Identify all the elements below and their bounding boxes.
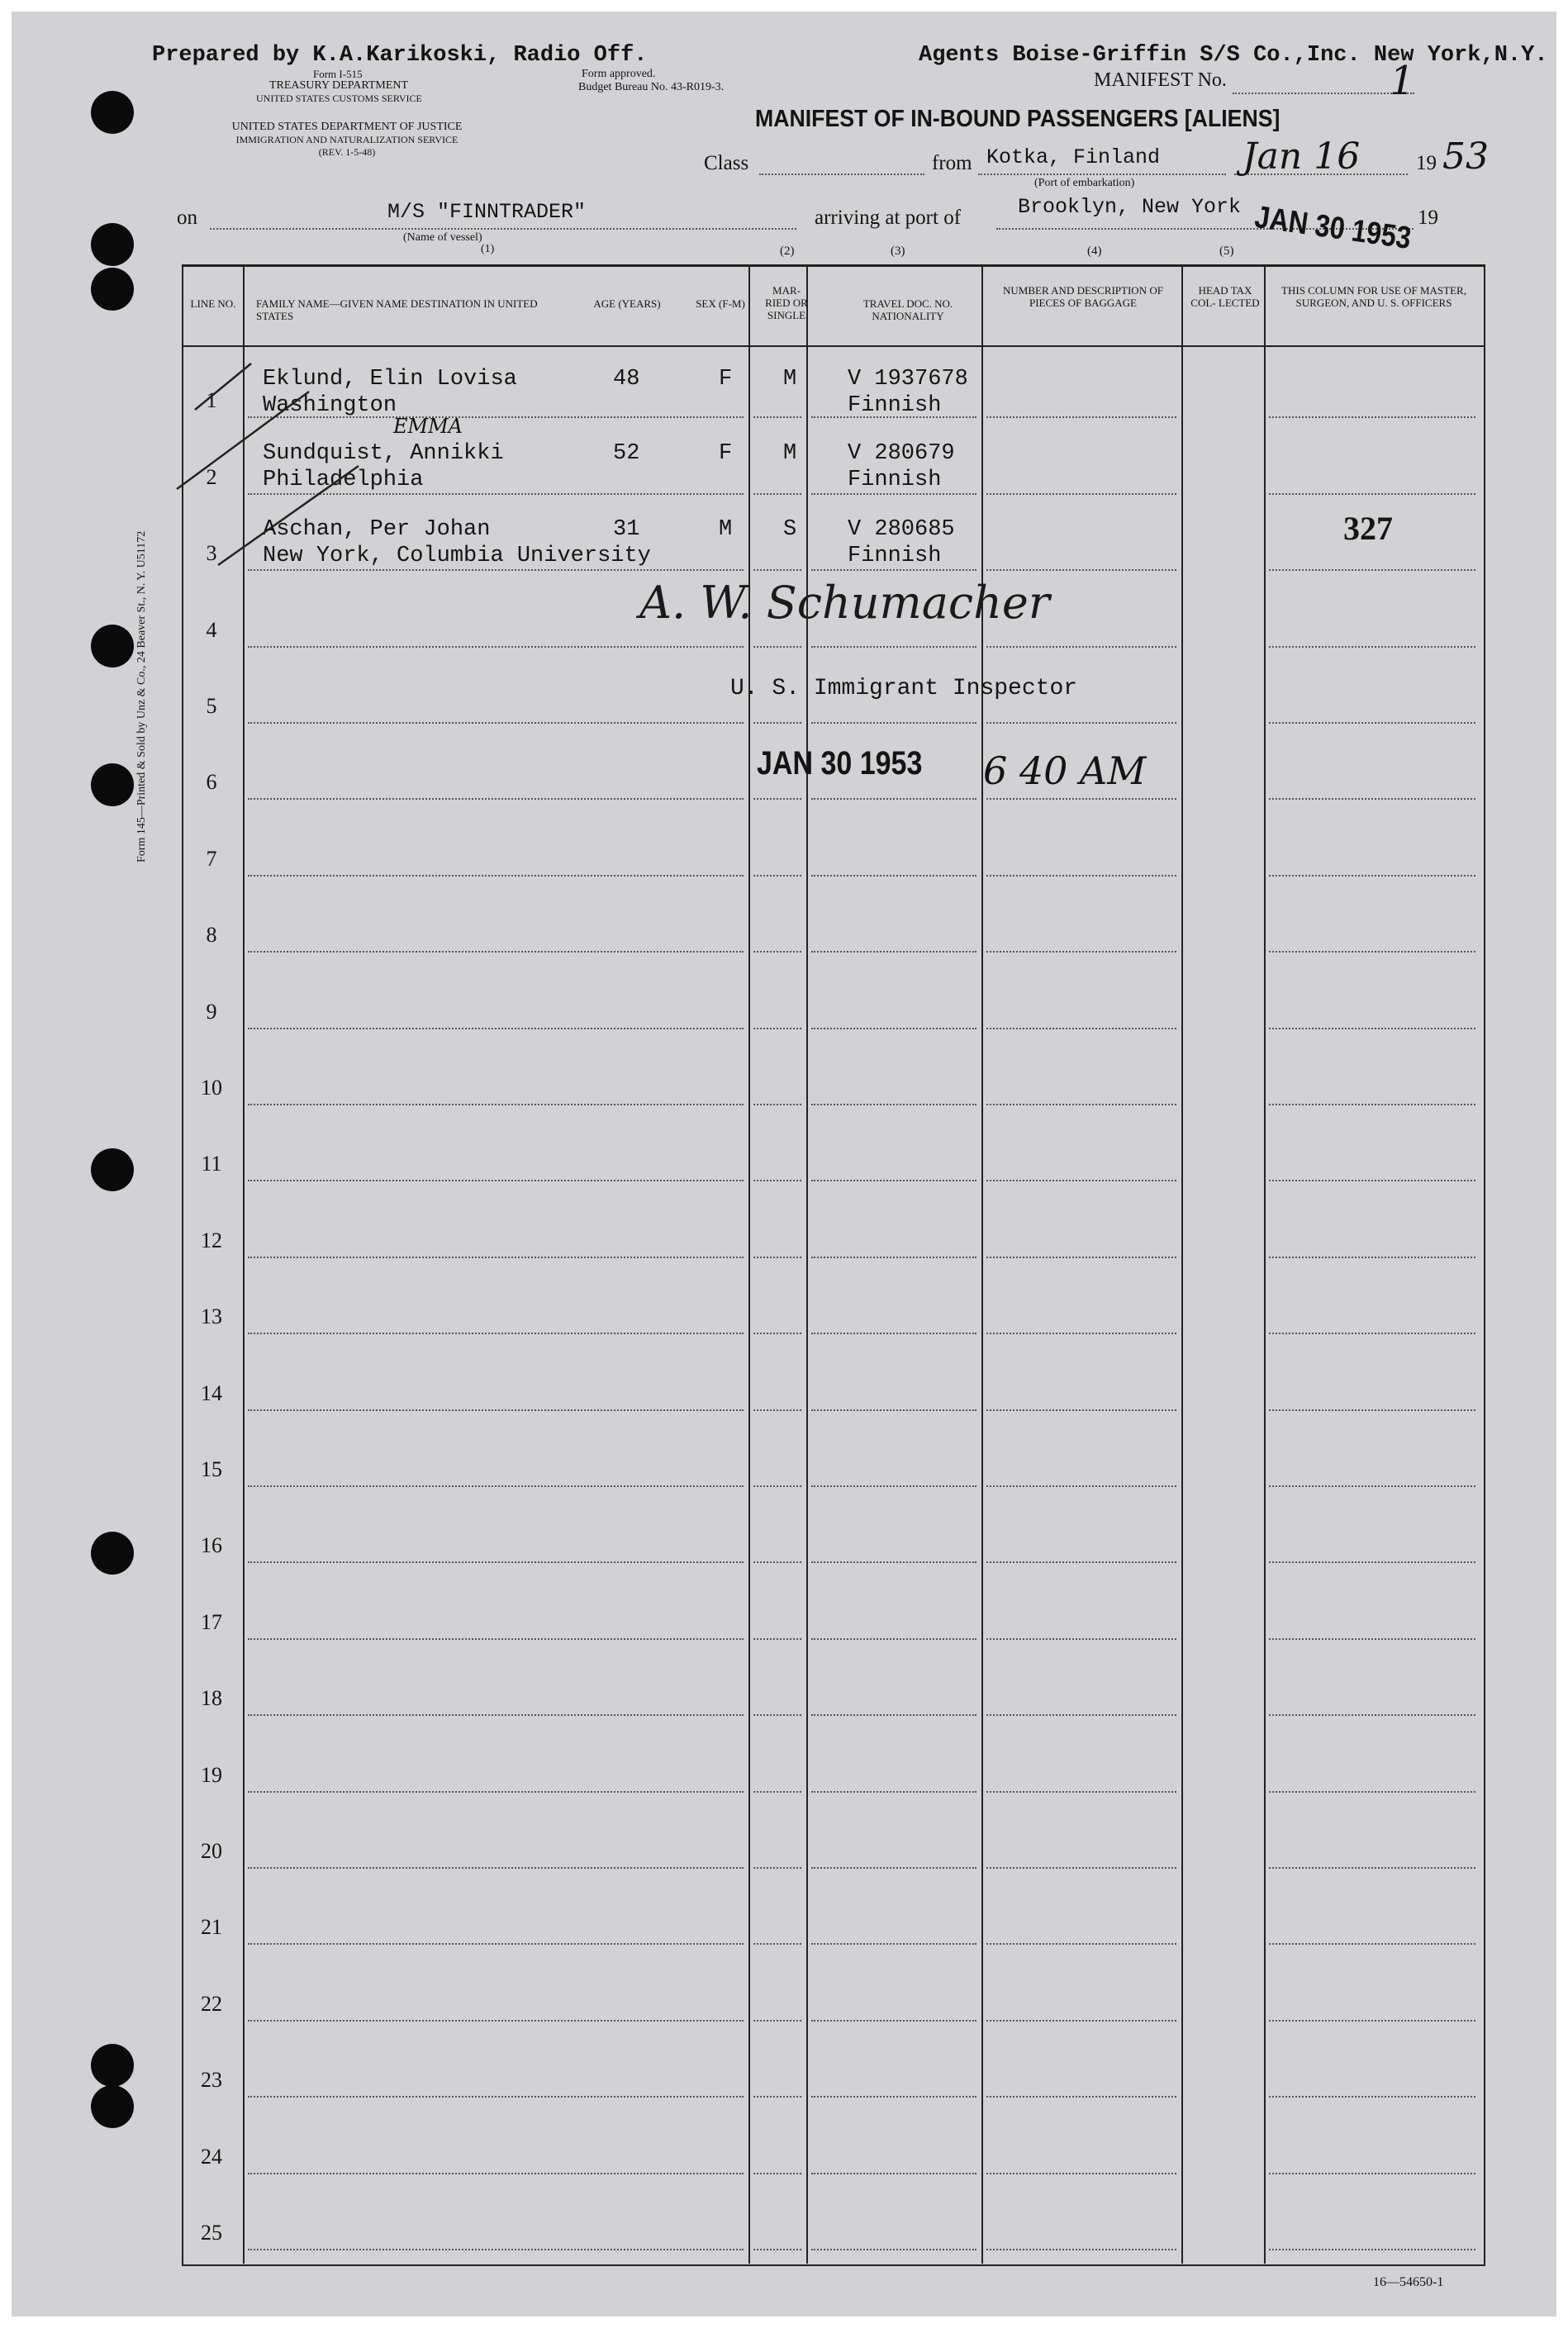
port-embarkation-caption: (Port of embarkation) <box>1034 177 1135 189</box>
row-rule <box>248 798 744 800</box>
row-number: 8 <box>206 923 217 948</box>
passenger-destination: Philadelphia <box>263 468 424 492</box>
row-number: 15 <box>201 1457 222 1481</box>
row-rule <box>248 1180 744 1181</box>
row-rule <box>248 1714 744 1716</box>
row-number: 1 <box>206 388 217 413</box>
row-rule <box>753 1561 801 1563</box>
row-rule <box>753 2020 801 2022</box>
row-rule <box>1269 1028 1475 1029</box>
punch-hole <box>91 625 134 668</box>
passenger-marital: M <box>783 367 797 392</box>
row-rule <box>1269 1257 1475 1258</box>
row-rule <box>248 1867 744 1869</box>
class-label: Class <box>704 152 749 174</box>
passenger-destination: New York, Columbia University <box>263 544 651 568</box>
row-rule <box>986 798 1176 800</box>
passenger-travel-doc: V 280685 <box>848 517 955 542</box>
row-number: 12 <box>201 1228 222 1252</box>
year-prefix-1: 19 <box>1416 152 1437 174</box>
manifest-no-value: 1 <box>1390 58 1415 104</box>
row-number: 14 <box>201 1380 222 1405</box>
officer-number: 327 <box>1343 510 1393 547</box>
row-rule <box>811 1714 976 1716</box>
row-rule <box>753 569 801 571</box>
row-rule <box>811 1791 976 1793</box>
vessel-caption: (Name of vessel) <box>403 231 482 244</box>
vessel-name: M/S "FINNTRADER" <box>387 200 587 224</box>
row-rule <box>753 1714 801 1716</box>
row-rule <box>811 646 976 648</box>
row-rule <box>753 1791 801 1793</box>
side-print: Form 145—Printed & Sold by Unz & Co., 24 Beaver St., N. Y. U51172 <box>135 530 148 862</box>
col-officers: THIS COLUMN FOR USE OF MASTER, SURGEON, AND U. S. OFFICERS <box>1281 284 1466 309</box>
row-rule <box>1269 646 1475 648</box>
row-rule <box>986 1485 1176 1487</box>
row-number: 16 <box>201 1533 222 1558</box>
row-rule <box>811 875 976 877</box>
revision: (REV. 1-5-48) <box>318 146 376 158</box>
col-age: AGE (YEARS) <box>593 297 661 310</box>
passenger-nationality: Finnish <box>848 544 942 568</box>
manifest-no-label: MANIFEST No. <box>1094 69 1227 91</box>
arriving-label: arriving at port of <box>815 207 962 229</box>
punch-hole <box>91 1148 134 1191</box>
row-rule <box>1269 2020 1475 2022</box>
row-rule <box>753 875 801 877</box>
punch-hole <box>91 763 134 806</box>
passenger-age: 52 <box>613 441 640 466</box>
row-number: 7 <box>206 846 217 871</box>
form-approved: Form approved. <box>582 68 656 80</box>
row-rule <box>753 646 801 648</box>
passenger-travel-doc: V 1937678 <box>848 367 968 392</box>
row-rule <box>753 1409 801 1411</box>
passenger-name: Eklund, Elin Lovisa <box>263 367 517 392</box>
row-number: 2 <box>206 464 217 489</box>
row-rule <box>753 2173 801 2174</box>
year-prefix-2: 19 <box>1418 207 1438 229</box>
row-rule <box>986 1791 1176 1793</box>
row-rule <box>811 1409 976 1411</box>
budget-bureau: Budget Bureau No. 43-R019-3. <box>578 81 725 93</box>
handwritten-given-name: EMMA <box>393 415 463 438</box>
row-rule <box>811 722 976 724</box>
row-rule <box>753 1180 801 1181</box>
row-rule <box>811 1638 976 1640</box>
row-number: 13 <box>201 1304 222 1329</box>
row-rule <box>753 416 801 418</box>
inspection-time: 6 40 AM <box>983 748 1147 793</box>
row-rule <box>248 722 744 724</box>
punch-hole <box>91 223 134 266</box>
passenger-nationality: Finnish <box>848 468 942 492</box>
row-rule <box>986 416 1176 418</box>
row-rule <box>811 1257 976 1258</box>
row-rule <box>1269 1714 1475 1716</box>
ins-service: IMMIGRATION AND NATURALIZATION SERVICE <box>235 134 459 145</box>
row-rule <box>1269 798 1475 800</box>
manifest-title: MANIFEST OF IN-BOUND PASSENGERS [ALIENS] <box>755 106 1281 132</box>
row-rule <box>248 1561 744 1563</box>
row-rule <box>811 2096 976 2098</box>
row-rule <box>986 1257 1176 1258</box>
arrival-port: Brooklyn, New York <box>1018 195 1242 219</box>
row-rule <box>986 2249 1176 2250</box>
from-label: from <box>932 152 972 174</box>
on-label: on <box>177 207 197 229</box>
row-rule <box>986 646 1176 648</box>
row-rule <box>986 1638 1176 1640</box>
sailing-year: 53 <box>1442 135 1489 178</box>
row-rule <box>811 2173 976 2174</box>
row-rule <box>811 2020 976 2022</box>
row-rule <box>248 2096 744 2098</box>
row-rule <box>1269 2173 1475 2174</box>
prepared-by: Prepared by K.A.Karikoski, Radio Off. <box>152 43 648 68</box>
row-rule <box>1269 1638 1475 1640</box>
row-rule <box>986 951 1176 953</box>
sailing-date: Jan 16 <box>1243 135 1361 178</box>
row-rule <box>811 1333 976 1334</box>
row-rule <box>753 2249 801 2250</box>
vessel-col-number: (1) <box>481 243 495 255</box>
row-number: 10 <box>201 1076 222 1100</box>
row-rule <box>986 1867 1176 1869</box>
col-travel-doc: TRAVEL DOC. NO. NATIONALITY <box>862 297 953 322</box>
row-rule <box>1269 1485 1475 1487</box>
row-rule <box>1269 1791 1475 1793</box>
row-rule <box>986 2173 1176 2174</box>
row-number: 20 <box>201 1839 222 1863</box>
row-rule <box>248 2249 744 2250</box>
row-rule <box>986 1180 1176 1181</box>
col-head-tax: HEAD TAX COL- LECTED <box>1190 284 1260 309</box>
row-rule <box>248 951 744 953</box>
row-rule <box>1269 1104 1475 1105</box>
row-rule <box>811 1561 976 1563</box>
manifest-sheet <box>12 12 1556 2316</box>
row-rule <box>986 1028 1176 1029</box>
row-rule <box>986 1943 1176 1945</box>
col-num-3: (3) <box>891 245 905 258</box>
col-married: MAR- RIED OR SINGLE <box>765 284 808 321</box>
row-rule <box>248 1943 744 1945</box>
row-number: 23 <box>201 2068 222 2093</box>
row-rule <box>1269 1867 1475 1869</box>
passenger-age: 31 <box>613 517 640 542</box>
justice-dept: UNITED STATES DEPARTMENT OF JUSTICE <box>231 121 463 133</box>
row-rule <box>986 875 1176 877</box>
row-number: 4 <box>206 617 217 642</box>
row-rule <box>248 1257 744 1258</box>
row-number: 21 <box>201 1915 222 1940</box>
row-rule <box>986 1561 1176 1563</box>
row-rule <box>753 798 801 800</box>
row-rule <box>248 1333 744 1334</box>
row-rule <box>1269 2249 1475 2250</box>
row-rule <box>811 1943 976 1945</box>
row-rule <box>1269 722 1475 724</box>
row-rule <box>811 798 976 800</box>
row-rule <box>248 2173 744 2174</box>
row-rule <box>1269 416 1475 418</box>
row-rule <box>248 2020 744 2022</box>
col-line-no: LINE NO. <box>190 297 236 310</box>
row-number: 9 <box>206 999 217 1024</box>
row-rule <box>248 875 744 877</box>
passenger-age: 48 <box>613 367 640 392</box>
col-name: FAMILY NAME—GIVEN NAME DESTINATION IN UNITED STATES <box>256 297 538 322</box>
inspection-date-stamp: JAN 30 1953 <box>757 745 923 782</box>
row-rule <box>986 493 1176 495</box>
customs-service: UNITED STATES CUSTOMS SERVICE <box>256 93 422 104</box>
row-rule <box>811 1867 976 1869</box>
punch-hole <box>91 91 134 134</box>
passenger-destination: Washington <box>263 393 397 418</box>
inspector-title: U. S. Immigrant Inspector <box>730 676 1078 701</box>
col-sex: SEX (F-M) <box>696 297 745 310</box>
row-rule <box>753 1257 801 1258</box>
row-rule <box>753 1485 801 1487</box>
port-embarkation: Kotka, Finland <box>986 145 1161 169</box>
row-rule <box>753 722 801 724</box>
row-number: 5 <box>206 694 217 718</box>
passenger-marital: M <box>783 441 797 466</box>
row-rule <box>1269 875 1475 877</box>
row-rule <box>986 722 1176 724</box>
row-rule <box>1269 1561 1475 1563</box>
passenger-name: Aschan, Per Johan <box>263 517 491 542</box>
row-number: 6 <box>206 770 217 795</box>
passenger-sex: F <box>719 367 733 392</box>
row-number: 18 <box>201 1686 222 1711</box>
footer-code: 16—54650-1 <box>1373 2275 1444 2289</box>
row-rule <box>753 1867 801 1869</box>
row-rule <box>1269 951 1475 953</box>
treasury-dept: TREASURY DEPARTMENT <box>268 79 409 92</box>
punch-hole <box>91 2044 134 2087</box>
row-rule <box>248 646 744 648</box>
row-rule <box>1269 2096 1475 2098</box>
arrival-date-stamp: JAN 30 1953 <box>1252 200 1414 257</box>
agents: Agents Boise-Griffin S/S Co.,Inc. New York,N.Y. <box>919 43 1548 68</box>
row-rule <box>1269 1943 1475 1945</box>
inspector-signature: A. W. Schumacher <box>639 577 1050 629</box>
row-number: 17 <box>201 1609 222 1634</box>
row-rule <box>986 1104 1176 1105</box>
passenger-marital: S <box>783 517 797 542</box>
row-rule <box>753 1943 801 1945</box>
row-rule <box>248 1485 744 1487</box>
passenger-travel-doc: V 280679 <box>848 441 955 466</box>
punch-hole <box>91 2085 134 2128</box>
row-number: 25 <box>201 2221 222 2245</box>
punch-hole <box>91 268 134 311</box>
row-rule <box>811 1180 976 1181</box>
passenger-sex: M <box>719 517 733 542</box>
col-baggage: NUMBER AND DESCRIPTION OF PIECES OF BAGGAGE <box>1003 284 1163 309</box>
row-number: 3 <box>206 541 217 566</box>
row-rule <box>248 1638 744 1640</box>
row-rule <box>248 1104 744 1105</box>
row-rule <box>811 951 976 953</box>
row-rule <box>811 2249 976 2250</box>
col-num-2: (2) <box>780 245 795 258</box>
row-rule <box>1269 1409 1475 1411</box>
row-rule <box>753 2096 801 2098</box>
row-number: 24 <box>201 2144 222 2169</box>
row-rule <box>248 1791 744 1793</box>
col-num-4: (4) <box>1087 245 1102 258</box>
row-rule <box>1269 1333 1475 1334</box>
row-rule <box>1269 1180 1475 1181</box>
row-rule <box>753 951 801 953</box>
row-rule <box>811 1028 976 1029</box>
col-num-5: (5) <box>1219 245 1234 258</box>
row-rule <box>986 1714 1176 1716</box>
row-rule <box>986 2096 1176 2098</box>
row-rule <box>986 2020 1176 2022</box>
row-rule <box>248 1028 744 1029</box>
row-rule <box>753 1333 801 1334</box>
row-number: 11 <box>201 1152 222 1176</box>
row-rule <box>753 1028 801 1029</box>
passenger-nationality: Finnish <box>848 393 942 418</box>
row-rule <box>1269 569 1475 571</box>
check-marks <box>169 359 367 573</box>
row-rule <box>753 493 801 495</box>
row-rule <box>986 1409 1176 1411</box>
row-number: 22 <box>201 1991 222 2016</box>
punch-hole <box>91 1532 134 1575</box>
row-rule <box>986 569 1176 571</box>
passenger-name: Sundquist, Annikki <box>263 441 504 466</box>
row-rule <box>811 1104 976 1105</box>
row-rule <box>753 1638 801 1640</box>
row-number: 19 <box>201 1762 222 1787</box>
row-rule <box>986 1333 1176 1334</box>
row-rule <box>811 1485 976 1487</box>
passenger-sex: F <box>719 441 733 466</box>
row-rule <box>753 1104 801 1105</box>
row-rule <box>1269 493 1475 495</box>
row-rule <box>248 1409 744 1411</box>
form-number: Form I-515 <box>313 68 363 80</box>
